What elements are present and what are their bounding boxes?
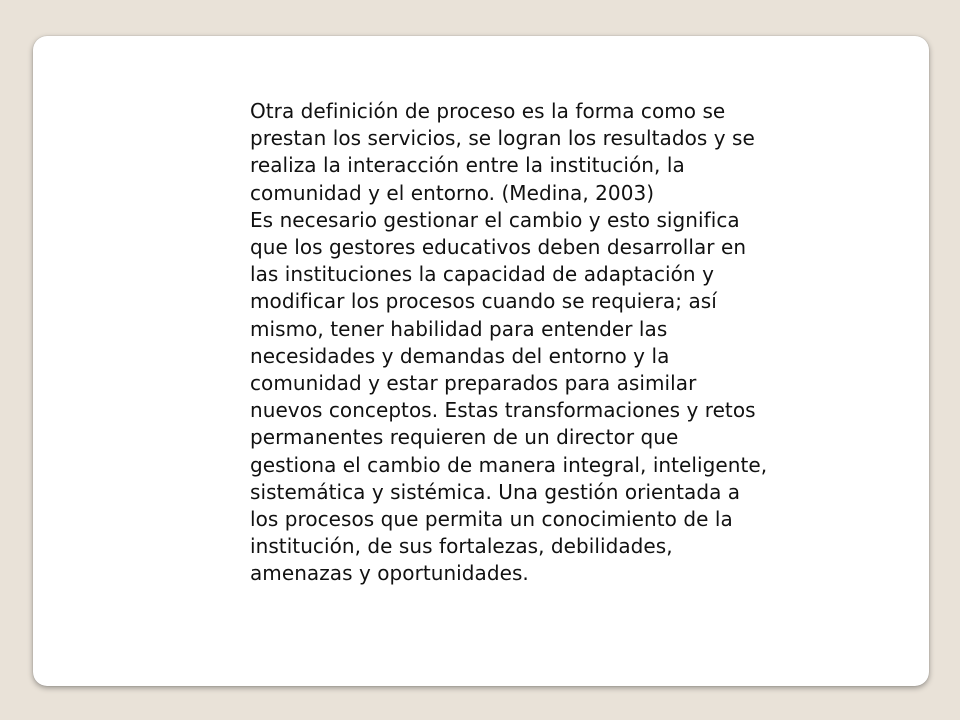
text-line: institución, de sus fortalezas, debilidades,: [250, 534, 673, 559]
paragraph-definition: [250, 98, 890, 207]
text-line: Es necesario gestionar el cambio y esto significa: [250, 207, 740, 232]
text-line: modificar los procesos cuando se requiera; así: [250, 289, 717, 314]
text-line: sistemática y sistémica. Una gestión orientada a: [250, 479, 741, 504]
text-line: realiza la interacción entre la institución, la: [250, 153, 685, 178]
text-line: que los gestores educativos deben desarrollar en: [250, 235, 747, 260]
text-line: comunidad y estar preparados para asimilar: [250, 371, 697, 396]
slide-text-block: [250, 98, 890, 588]
text-line: comunidad y el entorno. (Medina, 2003): [250, 180, 655, 205]
text-line: mismo, tener habilidad para entender las: [250, 316, 668, 341]
text-line: necesidades y demandas del entorno y la: [250, 343, 670, 368]
text-line: permanentes requieren de un director que: [250, 425, 679, 450]
text-line: las instituciones la capacidad de adaptación y: [250, 262, 714, 287]
text-line: nuevos conceptos. Estas transformaciones y retos: [250, 398, 756, 423]
paragraph-change-management: [250, 207, 890, 588]
text-line: prestan los servicios, se logran los resultados y se: [250, 126, 755, 151]
text-line: amenazas y oportunidades.: [250, 561, 529, 586]
text-line: gestiona el cambio de manera integral, inteligente,: [250, 452, 768, 477]
text-line: Otra definición de proceso es la forma como se: [250, 99, 726, 123]
text-line: los procesos que permita un conocimiento de la: [250, 507, 733, 532]
